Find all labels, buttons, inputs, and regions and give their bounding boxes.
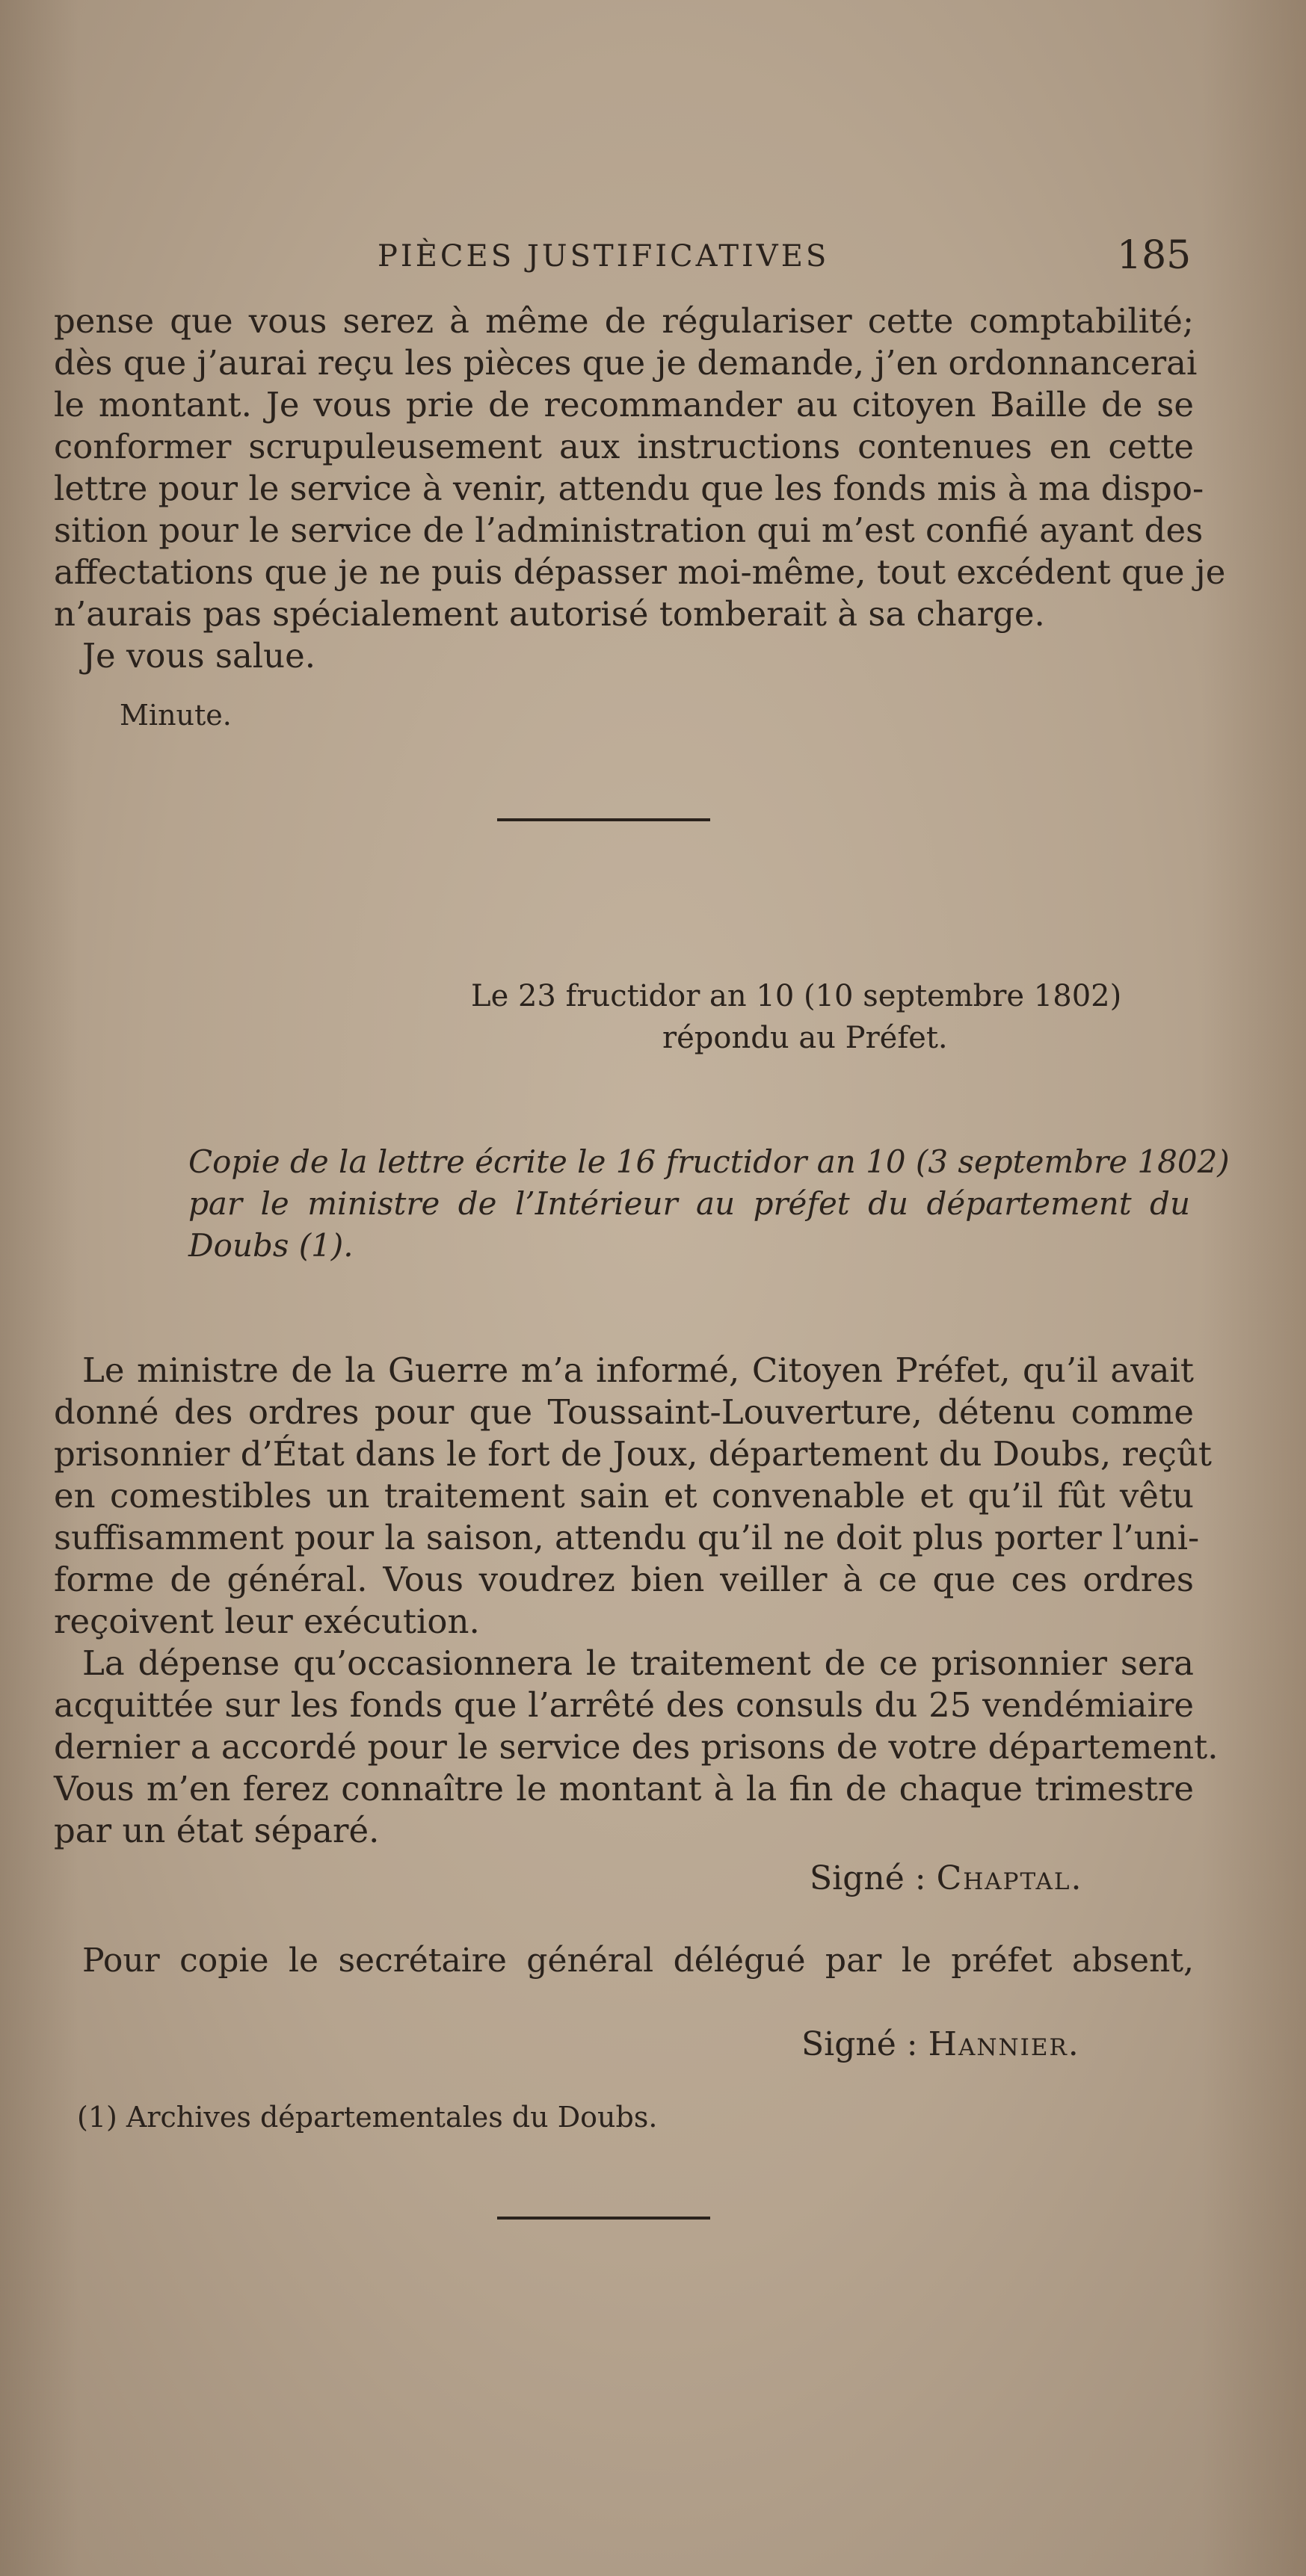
text-line: Vous m’en ferez connaître le montant à la fin de chaque trimestre	[54, 1769, 1194, 1809]
copie-line: Copie de la lettre écrite le 16 fructidor an 10 (3 septembre 1802)	[188, 1143, 1230, 1180]
text-line: suffisamment pour la saison, attendu qu’il ne doit plus porter l’uni-	[54, 1518, 1200, 1557]
copy-note: Pour copie le secrétaire général délégué par le préfet absent,	[82, 1942, 1194, 1980]
dateline	[471, 975, 1121, 1059]
text-line: acquittée sur les fonds que l’arrêté des consuls du 25 vendémiaire	[54, 1685, 1194, 1725]
text-line: lettre pour le service à venir, attendu que les fonds mis à ma dispo-	[54, 469, 1204, 508]
text-line: dernier a accordé pour le service des prisons de votre département.	[54, 1727, 1219, 1767]
second-letter-body	[54, 1350, 1219, 1852]
text-line: n’aurais pas spécialement autorisé tomberait à sa charge.	[54, 594, 1045, 634]
signature-name: Hannier.	[928, 2025, 1080, 2063]
text-line: le montant. Je vous prie de recommander au citoyen Baille de se	[54, 385, 1194, 424]
signature-name: Chaptal.	[936, 1859, 1083, 1897]
signature-chaptal	[810, 1859, 1082, 1897]
text-line: conformer scrupuleusement aux instructions contenues en cette	[54, 427, 1194, 466]
page-number: 185	[1117, 233, 1192, 278]
text-line: donné des ordres pour que Toussaint-Louverture, détenu comme	[54, 1392, 1194, 1432]
text-line: La dépense qu’occasionnera le traitement de ce prisonnier sera	[82, 1643, 1194, 1683]
minute-note: Minute.	[120, 699, 232, 732]
text-line: prisonnier d’État dans le fort de Joux, département du Doubs, reçût	[54, 1434, 1212, 1474]
signature-prefix: Signé :	[801, 2025, 918, 2063]
dateline-line1: Le 23 fructidor an 10 (10 septembre 1802)	[471, 979, 1122, 1013]
text-line: sition pour le service de l’administration qui m’est confié ayant des	[54, 510, 1204, 550]
copie-heading	[188, 1141, 1230, 1267]
signature-hannier	[801, 2025, 1080, 2063]
section-divider	[497, 818, 710, 821]
text-line: Le ministre de la Guerre m’a informé, Citoyen Préfet, qu’il avait	[82, 1350, 1194, 1390]
text-line: dès que j’aurai reçu les pièces que je demande, j’en ordonnancerai	[54, 343, 1198, 383]
running-header: PIÈCES JUSTIFICATIVES	[378, 239, 830, 274]
closing-salutation: Je vous salue.	[82, 636, 316, 676]
copie-line: par le ministre de l’Intérieur au préfet du département du	[188, 1185, 1190, 1222]
text-line: affectations que je ne puis dépasser moi-même, tout excédent que je	[54, 552, 1226, 592]
text-line: reçoivent leur exécution.	[54, 1601, 480, 1641]
text-line: par un état séparé.	[54, 1811, 380, 1850]
text-line: forme de général. Vous voudrez bien veiller à ce que ces ordres	[54, 1560, 1194, 1599]
footnote: (1) Archives départementales du Doubs.	[77, 2101, 658, 2134]
dateline-line2: répondu au Préfet.	[662, 1021, 948, 1055]
first-letter-body	[54, 300, 1226, 677]
text-line: en comestibles un traitement sain et convenable et qu’il fût vêtu	[54, 1476, 1194, 1516]
copie-line: Doubs (1).	[188, 1227, 354, 1264]
text-line: pense que vous serez à même de régulariser cette comptabilité;	[54, 301, 1194, 341]
signature-prefix: Signé :	[810, 1859, 926, 1897]
bottom-divider	[497, 2217, 710, 2220]
